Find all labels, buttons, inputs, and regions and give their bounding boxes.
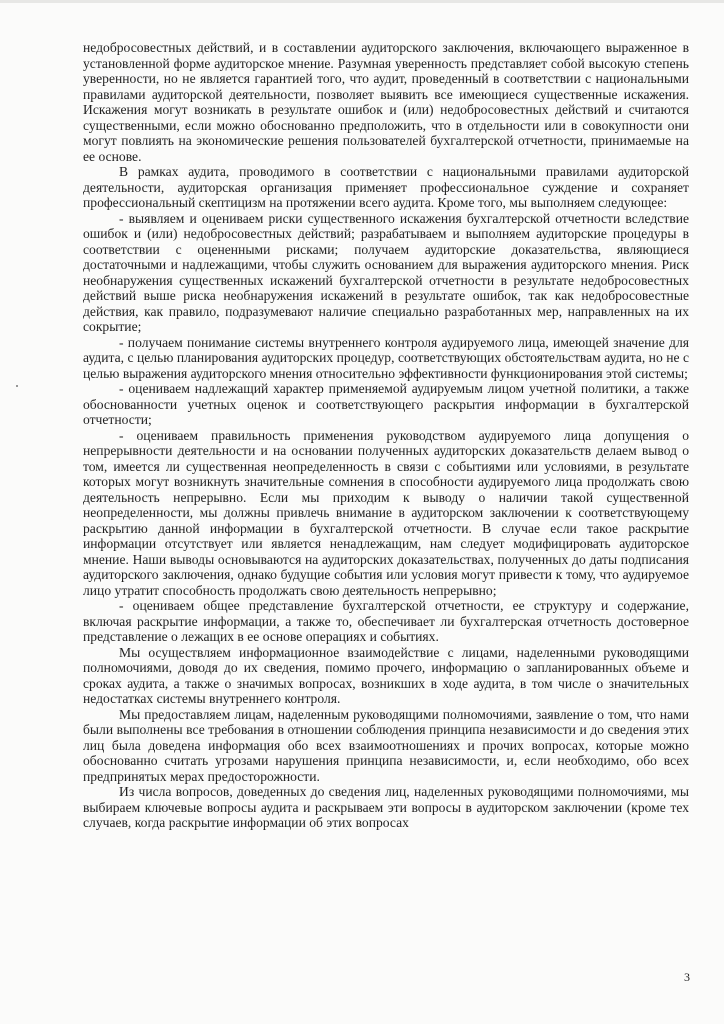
bullet-paragraph: - выявляем и оцениваем риски существенного искажения бухгалтерской отчетности вследствие ошибок и (или) недобросовестных действий; разрабатываем и выполняем аудиторские процедуры в соответствии с оцененными рисками; получаем аудиторские доказательства, являющиеся достаточными и надлежащими, чтобы служить основанием для выражения аудиторского мнения. Риск необнаружения существенных искажений бухгалтерской отчетности в результате недобросовестных действий выше риска необнаружения искажений в результате ошибок, так как недобросовестные действия, как правило, подразумевают наличие специально разработанных мер, направленных на их сокрытие; xyxy=(83,210,689,334)
paragraph: Из числа вопросов, доведенных до сведения лиц, наделенных руководящими полномочиями, мы выбираем ключевые вопросы аудита и раскрываем эти вопросы в аудиторском заключении (кроме тех случаев, когда раскрытие информации об этих вопросах xyxy=(83,784,689,830)
paragraph: недобросовестных действий, и в составлении аудиторского заключения, включающего выраженное в установленной форме аудиторское мнение. Разумная уверенность представляет собой высокую степень уверенности, но не является гарантией того, что аудит, проведенный в соответствии с национальными правилами аудиторской деятельности, позволяет выявить все имеющиеся существенные искажения. Искажения могут возникать в результате ошибок и (или) недобросовестных действий и считаются существенными, если можно обоснованно предположить, что в отдельности или в совокупности они могут повлиять на экономические решения пользователей бухгалтерской отчетности, принимаемые на ее основе. xyxy=(83,40,689,164)
bullet-paragraph: - получаем понимание системы внутреннего контроля аудируемого лица, имеющей значение для аудита, с целью планирования аудиторских процедур, соответствующих обстоятельствам аудита, но не с целью выражения аудиторского мнения относительно эффективности функционирования этой системы; xyxy=(83,334,689,381)
paragraph: Мы предоставляем лицам, наделенным руководящими полномочиями, заявление о том, что нами были выполнены все требования в отношении соблюдения принципа независимости и до сведения этих лиц была доведена информация обо всех взаимоотношениях и прочих вопросах, которые можно обоснованно считать угрозами нарушения принципа независимости, и, если необходимо, обо всех предпринятых мерах предосторожности. xyxy=(83,706,689,784)
paragraph: Мы осуществляем информационное взаимодействие с лицами, наделенными руководящими полномочиями, доводя до их сведения, помимо прочего, информацию о запланированных объеме и сроках аудита, а также о значимых вопросах, возникших в ходе аудита, в том числе о значительных недостатках системы внутреннего контроля. xyxy=(83,644,689,706)
document-body xyxy=(83,40,689,831)
scan-speck xyxy=(16,385,18,387)
paragraph: В рамках аудита, проводимого в соответствии с национальными правилами аудиторской деятельности, аудиторская организация применяет профессиональное суждение и сохраняет профессиональный скептицизм на протяжении всего аудита. Кроме того, мы выполняем следующее: xyxy=(83,164,689,210)
bullet-paragraph: - оцениваем правильность применения руководством аудируемого лица допущения о непрерывности деятельности и на основании полученных аудиторских доказательств делаем вывод о том, имеется ли существенная неопределенность в связи с событиями или условиями, в результате которых могут возникнуть значительные сомнения в способности аудируемого лица продолжать свою деятельность непрерывно. Если мы приходим к выводу о наличии такой существенной неопределенности, мы должны привлечь внимание в аудиторском заключении к соответствующему раскрытию данной информации в бухгалтерской отчетности. В случае если такое раскрытие информации отсутствует или является ненадлежащим, нам следует модифицировать аудиторское мнение. Наши выводы основываются на аудиторских доказательствах, полученных до даты подписания аудиторского заключения, однако будущие события или условия могут привести к тому, что аудируемое лицо утратит способность продолжать свою деятельность непрерывно; xyxy=(83,427,689,598)
page-number: 3 xyxy=(684,970,690,984)
scan-edge xyxy=(0,0,724,3)
bullet-paragraph: - оцениваем надлежащий характер применяемой аудируемым лицом учетной политики, а также обоснованности учетных оценок и соответствующего раскрытия информации в бухгалтерской отчетности; xyxy=(83,381,689,427)
bullet-paragraph: - оцениваем общее представление бухгалтерской отчетности, ее структуру и содержание, включая раскрытие информации, а также то, обеспечивает ли бухгалтерская отчетность достоверное представление о лежащих в ее основе операциях и событиях. xyxy=(83,598,689,644)
